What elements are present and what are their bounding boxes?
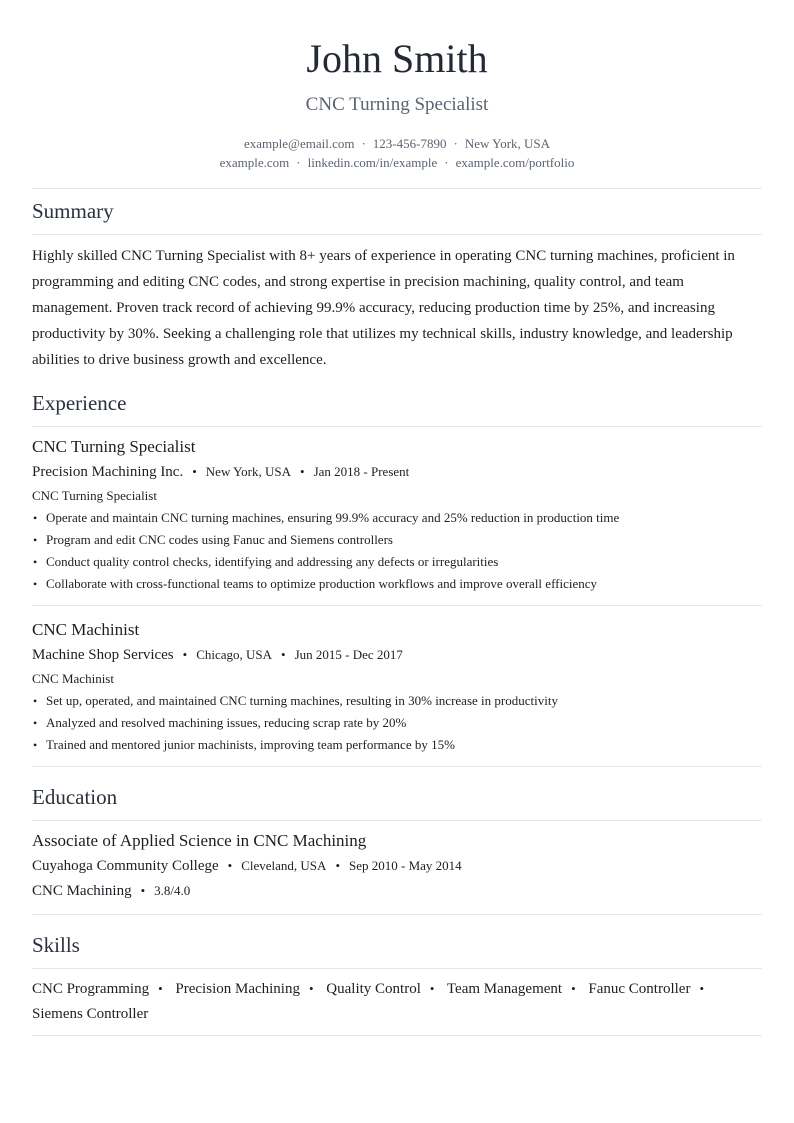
bullet-dot: • [33, 511, 38, 525]
contact-separator: · [444, 155, 449, 170]
contact-portfolio[interactable]: example.com/portfolio [455, 155, 575, 170]
skills-heading: Skills [32, 933, 80, 957]
education-field-meta [32, 881, 190, 901]
meta-dot: • [281, 647, 286, 662]
field-of-study: CNC Machining [32, 883, 132, 899]
gpa: 3.8/4.0 [154, 883, 191, 898]
meta-dot: • [182, 647, 188, 662]
education-dates: Sep 2010 - May 2014 [349, 858, 462, 873]
list-item [32, 573, 619, 595]
skill-item: Precision Machining • [175, 981, 322, 997]
contact-separator: · [361, 136, 366, 151]
meta-dot: • [300, 464, 305, 479]
list-item [32, 690, 558, 712]
list-item [32, 529, 619, 551]
contact-separator: · [453, 136, 458, 151]
meta-dot: • [429, 981, 435, 996]
list-item [32, 507, 619, 529]
bullet-dot: • [33, 716, 38, 730]
job-dates: Jun 2015 - Dec 2017 [294, 647, 403, 662]
bullet-text: Trained and mentored junior machinists, improving team performance by 15% [46, 737, 455, 752]
bullet-dot: • [33, 577, 38, 591]
job-title: CNC Machinist [32, 620, 140, 639]
bullet-text: Set up, operated, and maintained CNC turning machines, resulting in 30% increase in productivity [46, 693, 558, 708]
job-role: CNC Turning Specialist [32, 488, 157, 503]
skills-end-divider [32, 1035, 762, 1036]
summary-heading: Summary [32, 199, 114, 223]
list-item [32, 551, 619, 573]
bullet-text: Operate and maintain CNC turning machines, ensuring 99.9% accuracy and 25% reduction in production time [46, 510, 620, 525]
experience-heading: Experience [32, 391, 127, 415]
bullet-dot: • [33, 533, 38, 547]
skills-list [32, 976, 762, 1027]
bullet-dot: • [33, 738, 38, 752]
school-name: Cuyahoga Community College [32, 858, 219, 874]
education-meta [32, 856, 462, 876]
meta-dot: • [158, 981, 163, 996]
meta-dot: • [571, 981, 576, 996]
contact-linkedin[interactable]: linkedin.com/in/example [307, 155, 438, 170]
skill-item: Fanuc Controller • [588, 981, 713, 997]
meta-dot: • [227, 858, 233, 873]
job-location: Chicago, USA [196, 647, 273, 662]
degree-title: Associate of Applied Science in CNC Machining [32, 831, 367, 850]
experience-end-divider [32, 766, 762, 767]
school-location: Cleveland, USA [241, 858, 327, 873]
skills-divider [32, 968, 762, 969]
job-divider [32, 605, 762, 606]
contact-separator: · [296, 155, 301, 170]
job-meta [32, 645, 403, 665]
meta-dot: • [335, 858, 340, 873]
experience-divider [32, 426, 762, 427]
list-item [32, 734, 558, 756]
education-heading: Education [32, 785, 118, 809]
job-location: New York, USA [205, 464, 292, 479]
job-dates: Jan 2018 - Present [313, 464, 410, 479]
skill-item: Quality Control • [326, 981, 443, 997]
meta-dot: • [140, 883, 146, 898]
bullet-text: Collaborate with cross-functional teams to optimize production workflows and improve overall efficiency [46, 576, 598, 591]
skill-item: Siemens Controller [32, 1006, 149, 1022]
skill-item: CNC Programming • [32, 981, 172, 997]
contact-line-primary [32, 135, 762, 153]
contact-line-links [32, 154, 762, 172]
meta-dot: • [192, 464, 197, 479]
meta-dot: • [308, 981, 314, 996]
meta-dot: • [699, 981, 705, 996]
list-item [32, 712, 558, 734]
header-divider [32, 188, 762, 189]
bullet-text: Conduct quality control checks, identifying and addressing any defects or irregularities [46, 554, 499, 569]
job-company: Precision Machining Inc. [32, 464, 184, 480]
education-end-divider [32, 914, 762, 915]
job-role: CNC Machinist [32, 671, 114, 686]
job-bullet-list [32, 690, 558, 756]
candidate-name: John Smith [306, 36, 488, 81]
summary-text: Highly skilled CNC Turning Specialist with 8+ years of experience in operating CNC turning machines, proficient in programming and editing CNC codes, and strong expertise in precision machining, quality control, and team management. Proven track record of achieving 99.9% accuracy, reducing production time by 25%, and increasing productivity by 30%. Seeking a challenging role that utilizes my technical skills, industry knowledge, and leadership abilities to drive business growth and excellence. [32, 248, 735, 368]
candidate-title: CNC Turning Specialist [305, 94, 489, 115]
job-meta [32, 462, 409, 482]
skill-item: Team Management • [447, 981, 585, 997]
summary-divider [32, 234, 762, 235]
contact-website[interactable]: example.com [219, 155, 290, 170]
contact-phone[interactable]: 123-456-7890 [372, 136, 447, 151]
job-company: Machine Shop Services [32, 647, 174, 663]
education-divider [32, 820, 762, 821]
job-bullet-list [32, 507, 619, 595]
bullet-dot: • [33, 694, 38, 708]
job-title: CNC Turning Specialist [32, 437, 196, 456]
bullet-dot: • [33, 555, 38, 569]
contact-email[interactable]: example@email.com [243, 136, 355, 151]
bullet-text: Program and edit CNC codes using Fanuc and Siemens controllers [46, 532, 393, 547]
contact-location: New York, USA [464, 136, 551, 151]
bullet-text: Analyzed and resolved machining issues, reducing scrap rate by 20% [46, 715, 407, 730]
